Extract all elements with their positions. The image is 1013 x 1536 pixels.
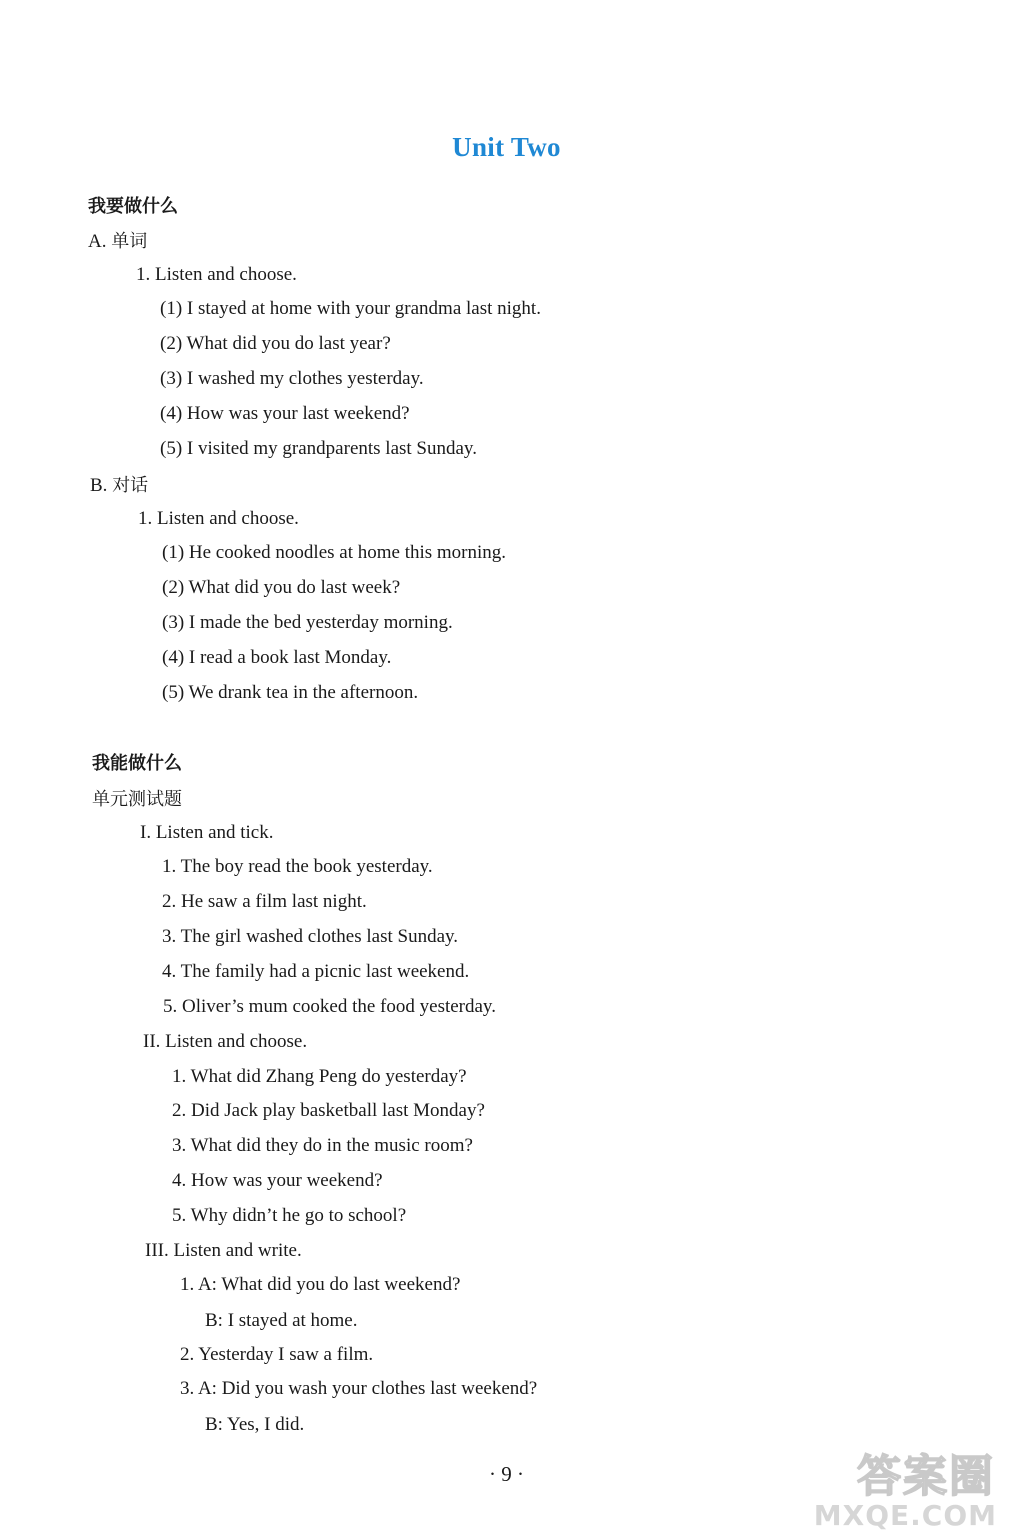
- section-heading-what-can-do: 我能做什么: [92, 753, 182, 774]
- page-title: Unit Two: [452, 132, 561, 162]
- part-a-item: (4) How was your last weekend?: [160, 403, 410, 424]
- part-b-item: (4) I read a book last Monday.: [162, 647, 392, 668]
- watermark-text-bottom: MXQE.COM: [813, 1499, 997, 1532]
- part-b-item: (5) We drank tea in the afternoon.: [162, 682, 419, 703]
- part-b-item: (2) What did you do last week?: [162, 577, 401, 598]
- part-iii-instruction: III. Listen and write.: [145, 1240, 302, 1261]
- part-ii-item: 3. What did they do in the music room?: [172, 1135, 473, 1156]
- page-number: · 9 ·: [489, 1462, 524, 1486]
- part-iii-item: B: Yes, I did.: [205, 1414, 305, 1435]
- part-b-name: 对话: [112, 475, 149, 496]
- part-b-heading: [90, 474, 148, 498]
- part-ii-instruction: II. Listen and choose.: [143, 1031, 308, 1052]
- part-b-item: (3) I made the bed yesterday morning.: [162, 612, 453, 633]
- part-i-instruction: I. Listen and tick.: [140, 822, 274, 843]
- part-a-name: 单词: [111, 231, 148, 252]
- part-b-label: B.: [90, 475, 108, 496]
- part-a-item: (5) I visited my grandparents last Sunday.: [160, 438, 477, 459]
- part-iii-item: 1. A: What did you do last weekend?: [180, 1274, 461, 1295]
- unit-test-heading: 单元测试题: [92, 789, 182, 810]
- part-ii-item: 4. How was your weekend?: [172, 1170, 383, 1191]
- section-heading-what-to-do: 我要做什么: [88, 196, 178, 217]
- part-i-item: 3. The girl washed clothes last Sunday.: [162, 926, 459, 947]
- part-b-instruction: 1. Listen and choose.: [138, 508, 299, 529]
- part-b-item: (1) He cooked noodles at home this morning.: [162, 542, 507, 563]
- part-ii-item: 1. What did Zhang Peng do yesterday?: [172, 1066, 467, 1087]
- part-a-item: (2) What did you do last year?: [160, 333, 391, 354]
- part-iii-item: 3. A: Did you wash your clothes last weekend?: [180, 1378, 538, 1399]
- part-ii-item: 2. Did Jack play basketball last Monday?: [172, 1100, 485, 1121]
- part-i-item: 1. The boy read the book yesterday.: [162, 856, 433, 877]
- part-i-item: 5. Oliver’s mum cooked the food yesterday.: [163, 996, 496, 1017]
- part-a-item: (1) I stayed at home with your grandma last night.: [160, 298, 541, 319]
- watermark-text-top: 答案圈: [857, 1451, 995, 1502]
- part-i-item: 2. He saw a film last night.: [162, 891, 367, 912]
- part-i-item: 4. The family had a picnic last weekend.: [162, 961, 470, 982]
- part-a-instruction: 1. Listen and choose.: [136, 264, 297, 285]
- part-a-item: (3) I washed my clothes yesterday.: [160, 368, 424, 389]
- part-a-heading: [88, 230, 147, 254]
- watermark-logo: [815, 1440, 1005, 1532]
- part-a-label: A.: [88, 231, 107, 252]
- part-iii-item: 2. Yesterday I saw a film.: [180, 1344, 374, 1365]
- part-iii-item: B: I stayed at home.: [205, 1310, 358, 1331]
- part-ii-item: 5. Why didn’t he go to school?: [172, 1205, 407, 1226]
